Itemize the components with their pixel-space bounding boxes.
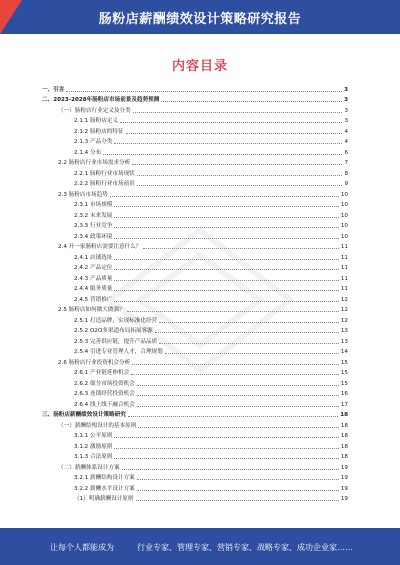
toc-entry[interactable] — [42, 304, 348, 315]
toc-dot-leader — [110, 196, 339, 197]
toc-dot-leader — [159, 322, 339, 323]
page-title: 肠粉店薪酬绩效设计策略研究报告 — [98, 12, 302, 27]
toc-dot-leader — [137, 175, 343, 176]
toc-entry-label: 2.3 肠粉店市场趋势 — [58, 191, 108, 198]
toc-entry-page: 10 — [340, 223, 348, 229]
toc-entry-page: 4 — [344, 128, 348, 135]
toc-entry[interactable] — [42, 272, 348, 283]
toc-entry[interactable] — [42, 251, 348, 262]
toc-entry-label: 2.1.3 产品分类 — [74, 139, 113, 145]
toc-entry-page: 18 — [340, 422, 348, 429]
toc-entry[interactable] — [42, 409, 348, 420]
toc-title: 内容目录 — [171, 59, 228, 74]
toc-entry-label: 3.2.2 薪酬水平设计方案 — [74, 485, 135, 492]
toc-entry-label: 2.5.2 O2O多渠道布局拓展客源 — [74, 328, 153, 334]
toc-entry-page: 18 — [340, 412, 348, 418]
toc-entry[interactable] — [42, 104, 348, 115]
toc-entry[interactable] — [42, 283, 348, 294]
toc-entry-page: 11 — [340, 254, 348, 261]
toc-entry-page: 7 — [344, 160, 348, 166]
toc-entry-page: 9 — [344, 181, 348, 187]
toc-entry-page: 19 — [340, 496, 348, 502]
toc-entry-page: 11 — [340, 265, 348, 271]
toc-entry-page: 16 — [340, 391, 348, 397]
toc-dot-leader — [137, 395, 339, 396]
toc-entry-label: 2.4.4 服务质量 — [74, 286, 113, 292]
toc-entry[interactable] — [42, 482, 348, 493]
toc-entry-label: 2.3.3 行业竞争 — [74, 223, 113, 229]
toc-dot-leader — [114, 290, 338, 291]
toc-entry[interactable] — [42, 262, 348, 273]
toc-entry[interactable] — [42, 209, 348, 220]
toc-entry-label: 2.6.4 线上线下融合机会 — [74, 401, 135, 408]
toc-entry-label: 2.3.4 政策环境 — [74, 233, 113, 240]
table-of-contents — [42, 83, 348, 503]
toc-entry-label: 2.4.1 店铺选址 — [74, 254, 113, 261]
toc-entry-label: 2.6.3 连锁经营投资机会 — [74, 391, 135, 397]
toc-entry[interactable] — [42, 346, 348, 357]
toc-entry[interactable] — [42, 188, 348, 199]
toc-entry-page: 11 — [340, 275, 348, 282]
toc-entry-label: 2.5.4 引进专业管理人才，合理规划 — [74, 349, 163, 355]
toc-entry-label: 3.2.1 薪酬结构设计方案 — [74, 475, 135, 481]
toc-dot-leader — [165, 353, 339, 354]
toc-entry-page: 11 — [340, 244, 348, 250]
toc-entry-label: 2.2.1 肠粉行业市场现状 — [74, 170, 135, 177]
toc-entry-page: 12 — [340, 307, 348, 313]
toc-entry-label: 2.3.1 市场规模 — [74, 202, 113, 208]
toc-entry-label: 2.6.2 细分市场投资机会 — [74, 380, 135, 387]
toc-dot-leader — [161, 101, 342, 102]
toc-dot-leader — [103, 154, 342, 155]
toc-entry-label: 2.5.1 打造品牌，实现标准化经营 — [74, 317, 158, 324]
toc-entry[interactable] — [42, 419, 348, 430]
toc-entry-page: 10 — [340, 233, 348, 240]
toc-entry[interactable] — [42, 388, 348, 399]
toc-entry-label: 2.2 肠粉店行业市场需求分析 — [58, 160, 131, 166]
toc-dot-leader — [138, 427, 339, 428]
toc-dot-leader — [137, 479, 339, 480]
toc-entry[interactable] — [42, 293, 348, 304]
toc-dot-leader — [114, 458, 338, 459]
header-bar — [0, 0, 400, 34]
toc-entry[interactable] — [42, 451, 348, 462]
toc-entry-label: 3.1.3 合法原则 — [74, 454, 113, 460]
toc-entry[interactable] — [42, 230, 348, 241]
toc-dot-leader — [136, 500, 339, 501]
toc-entry-label: 2.3.2 未来发展 — [74, 212, 113, 219]
toc-entry[interactable] — [42, 398, 348, 409]
toc-entry-page: 3 — [344, 97, 348, 103]
toc-entry-page: 19 — [340, 485, 348, 492]
toc-entry[interactable] — [42, 146, 348, 157]
toc-entry[interactable] — [42, 83, 348, 94]
toc-entry-page: 15 — [340, 370, 348, 376]
toc-dot-leader — [137, 385, 339, 386]
toc-entry[interactable] — [42, 461, 348, 472]
footer-slogan-left: 让每个人都能成为 — [50, 543, 114, 552]
toc-dot-leader — [114, 280, 338, 281]
toc-dot-leader — [114, 143, 342, 144]
toc-entry-page: 13 — [340, 338, 348, 345]
toc-entry-label: （1）明确薪酬设计原则 — [74, 496, 134, 502]
toc-dot-leader — [114, 206, 338, 207]
toc-entry-page: 3 — [344, 107, 348, 114]
toc-entry-label: 2.4.5 营销推广 — [74, 296, 113, 303]
toc-entry-page: 19 — [340, 475, 348, 481]
toc-entry-label: 2.1.4 分布 — [74, 149, 102, 156]
toc-entry[interactable] — [42, 220, 348, 231]
toc-entry-page: 12 — [340, 317, 348, 324]
toc-entry-page: 17 — [340, 401, 348, 408]
toc-entry-page: 3 — [344, 86, 348, 93]
toc-dot-leader — [133, 112, 343, 113]
toc-dot-leader — [114, 437, 338, 438]
toc-entry[interactable] — [42, 472, 348, 483]
toc-entry-label: 2.2.2 肠粉行业市场前景 — [74, 181, 135, 187]
footer-bar — [0, 528, 400, 565]
toc-entry-page: 10 — [340, 212, 348, 219]
toc-entry[interactable] — [42, 157, 348, 168]
toc-entry[interactable] — [42, 136, 348, 147]
toc-entry-page: 12 — [340, 296, 348, 303]
toc-entry-label: （一）肠粉店行业定义及分类 — [58, 107, 131, 114]
toc-dot-leader — [127, 311, 339, 312]
toc-entry[interactable] — [42, 325, 348, 336]
toc-entry-page: 10 — [340, 202, 348, 208]
toc-entry-page: 3 — [344, 118, 348, 124]
toc-entry[interactable] — [42, 314, 348, 325]
toc-entry-label: 3.1.2 激励原则 — [74, 443, 113, 450]
toc-entry-label: （二）薪酬体系设计方案 — [58, 464, 120, 471]
toc-entry-label: 一、引言 — [42, 86, 65, 93]
toc-entry[interactable] — [42, 241, 348, 252]
footer-slogan-right: 行业专家、管理专家、营销专家、战略专家、成功企业家…… — [137, 543, 353, 552]
toc-dot-leader — [114, 269, 338, 270]
toc-entry-label: 3.1.1 公平原则 — [74, 433, 113, 439]
toc-entry-label: 三、肠粉店薪酬绩效设计策略研究 — [42, 412, 126, 418]
toc-entry-page: 15 — [340, 380, 348, 387]
toc-dot-leader — [155, 332, 339, 333]
toc-entry-label: 2.4.2 产品定位 — [74, 265, 113, 271]
toc-dot-leader — [143, 248, 338, 249]
toc-entry[interactable] — [42, 178, 348, 189]
toc-dot-leader — [114, 259, 338, 260]
toc-dot-leader — [132, 164, 342, 165]
toc-entry-label: 2.5.3 完善供应链，提升产品品质 — [74, 338, 158, 345]
toc-entry[interactable] — [42, 493, 348, 504]
toc-dot-leader — [114, 238, 338, 239]
toc-dot-leader — [122, 469, 339, 470]
toc-entry-page: 18 — [340, 433, 348, 439]
toc-entry-page: 8 — [344, 170, 348, 177]
toc-dot-leader — [128, 416, 338, 417]
toc-entry[interactable] — [42, 167, 348, 178]
toc-entry[interactable] — [42, 94, 348, 105]
toc-entry-page: 14 — [340, 349, 348, 355]
toc-entry-page: 4 — [344, 139, 348, 145]
toc-entry-page: 13 — [340, 328, 348, 334]
toc-dot-leader — [137, 490, 339, 491]
toc-entry-label: 2.6.1 产业链延伸机会 — [74, 370, 130, 376]
toc-entry[interactable] — [42, 199, 348, 210]
toc-entry[interactable] — [42, 430, 348, 441]
toc-dot-leader — [132, 364, 339, 365]
toc-entry[interactable] — [42, 367, 348, 378]
toc-entry-label: 2.1.1 肠粉店定义 — [74, 118, 118, 124]
toc-entry-page: 10 — [340, 191, 348, 198]
toc-entry[interactable] — [42, 115, 348, 126]
toc-entry-page: 18 — [340, 443, 348, 450]
toc-dot-leader — [114, 301, 338, 302]
toc-dot-leader — [66, 91, 342, 92]
toc-entry[interactable] — [42, 440, 348, 451]
toc-entry-page: 15 — [340, 359, 348, 366]
toc-dot-leader — [131, 374, 339, 375]
toc-entry-label: 2.6 肠粉店行业投资机会分析 — [58, 359, 131, 366]
toc-entry-label: （一）薪酬结构设计的基本原则 — [58, 422, 137, 429]
toc-entry[interactable] — [42, 335, 348, 346]
toc-dot-leader — [126, 133, 343, 134]
toc-dot-leader — [120, 122, 342, 123]
toc-entry-page: 6 — [344, 149, 348, 156]
toc-entry-label: 二、2023-2028年肠粉店市场前景及趋势预测 — [42, 97, 160, 103]
toc-dot-leader — [114, 217, 338, 218]
toc-entry-label: 2.4.3 产品质量 — [74, 275, 113, 282]
toc-entry[interactable] — [42, 377, 348, 388]
toc-entry[interactable] — [42, 125, 348, 136]
toc-entry-page: 18 — [340, 454, 348, 460]
toc-entry-label: 2.4 开一家肠粉店需要注意什么？ — [58, 244, 142, 250]
toc-entry[interactable] — [42, 356, 348, 367]
toc-dot-leader — [159, 343, 339, 344]
toc-entry-page: 11 — [340, 286, 348, 292]
toc-dot-leader — [114, 227, 338, 228]
toc-entry-page: 19 — [340, 464, 348, 471]
toc-dot-leader — [137, 406, 339, 407]
toc-dot-leader — [114, 448, 338, 449]
toc-entry-label: 2.5 肠粉店如何做大做强？ — [58, 307, 125, 313]
toc-entry-label: 2.1.2 肠粉店的特征 — [74, 128, 124, 135]
toc-dot-leader — [137, 185, 343, 186]
